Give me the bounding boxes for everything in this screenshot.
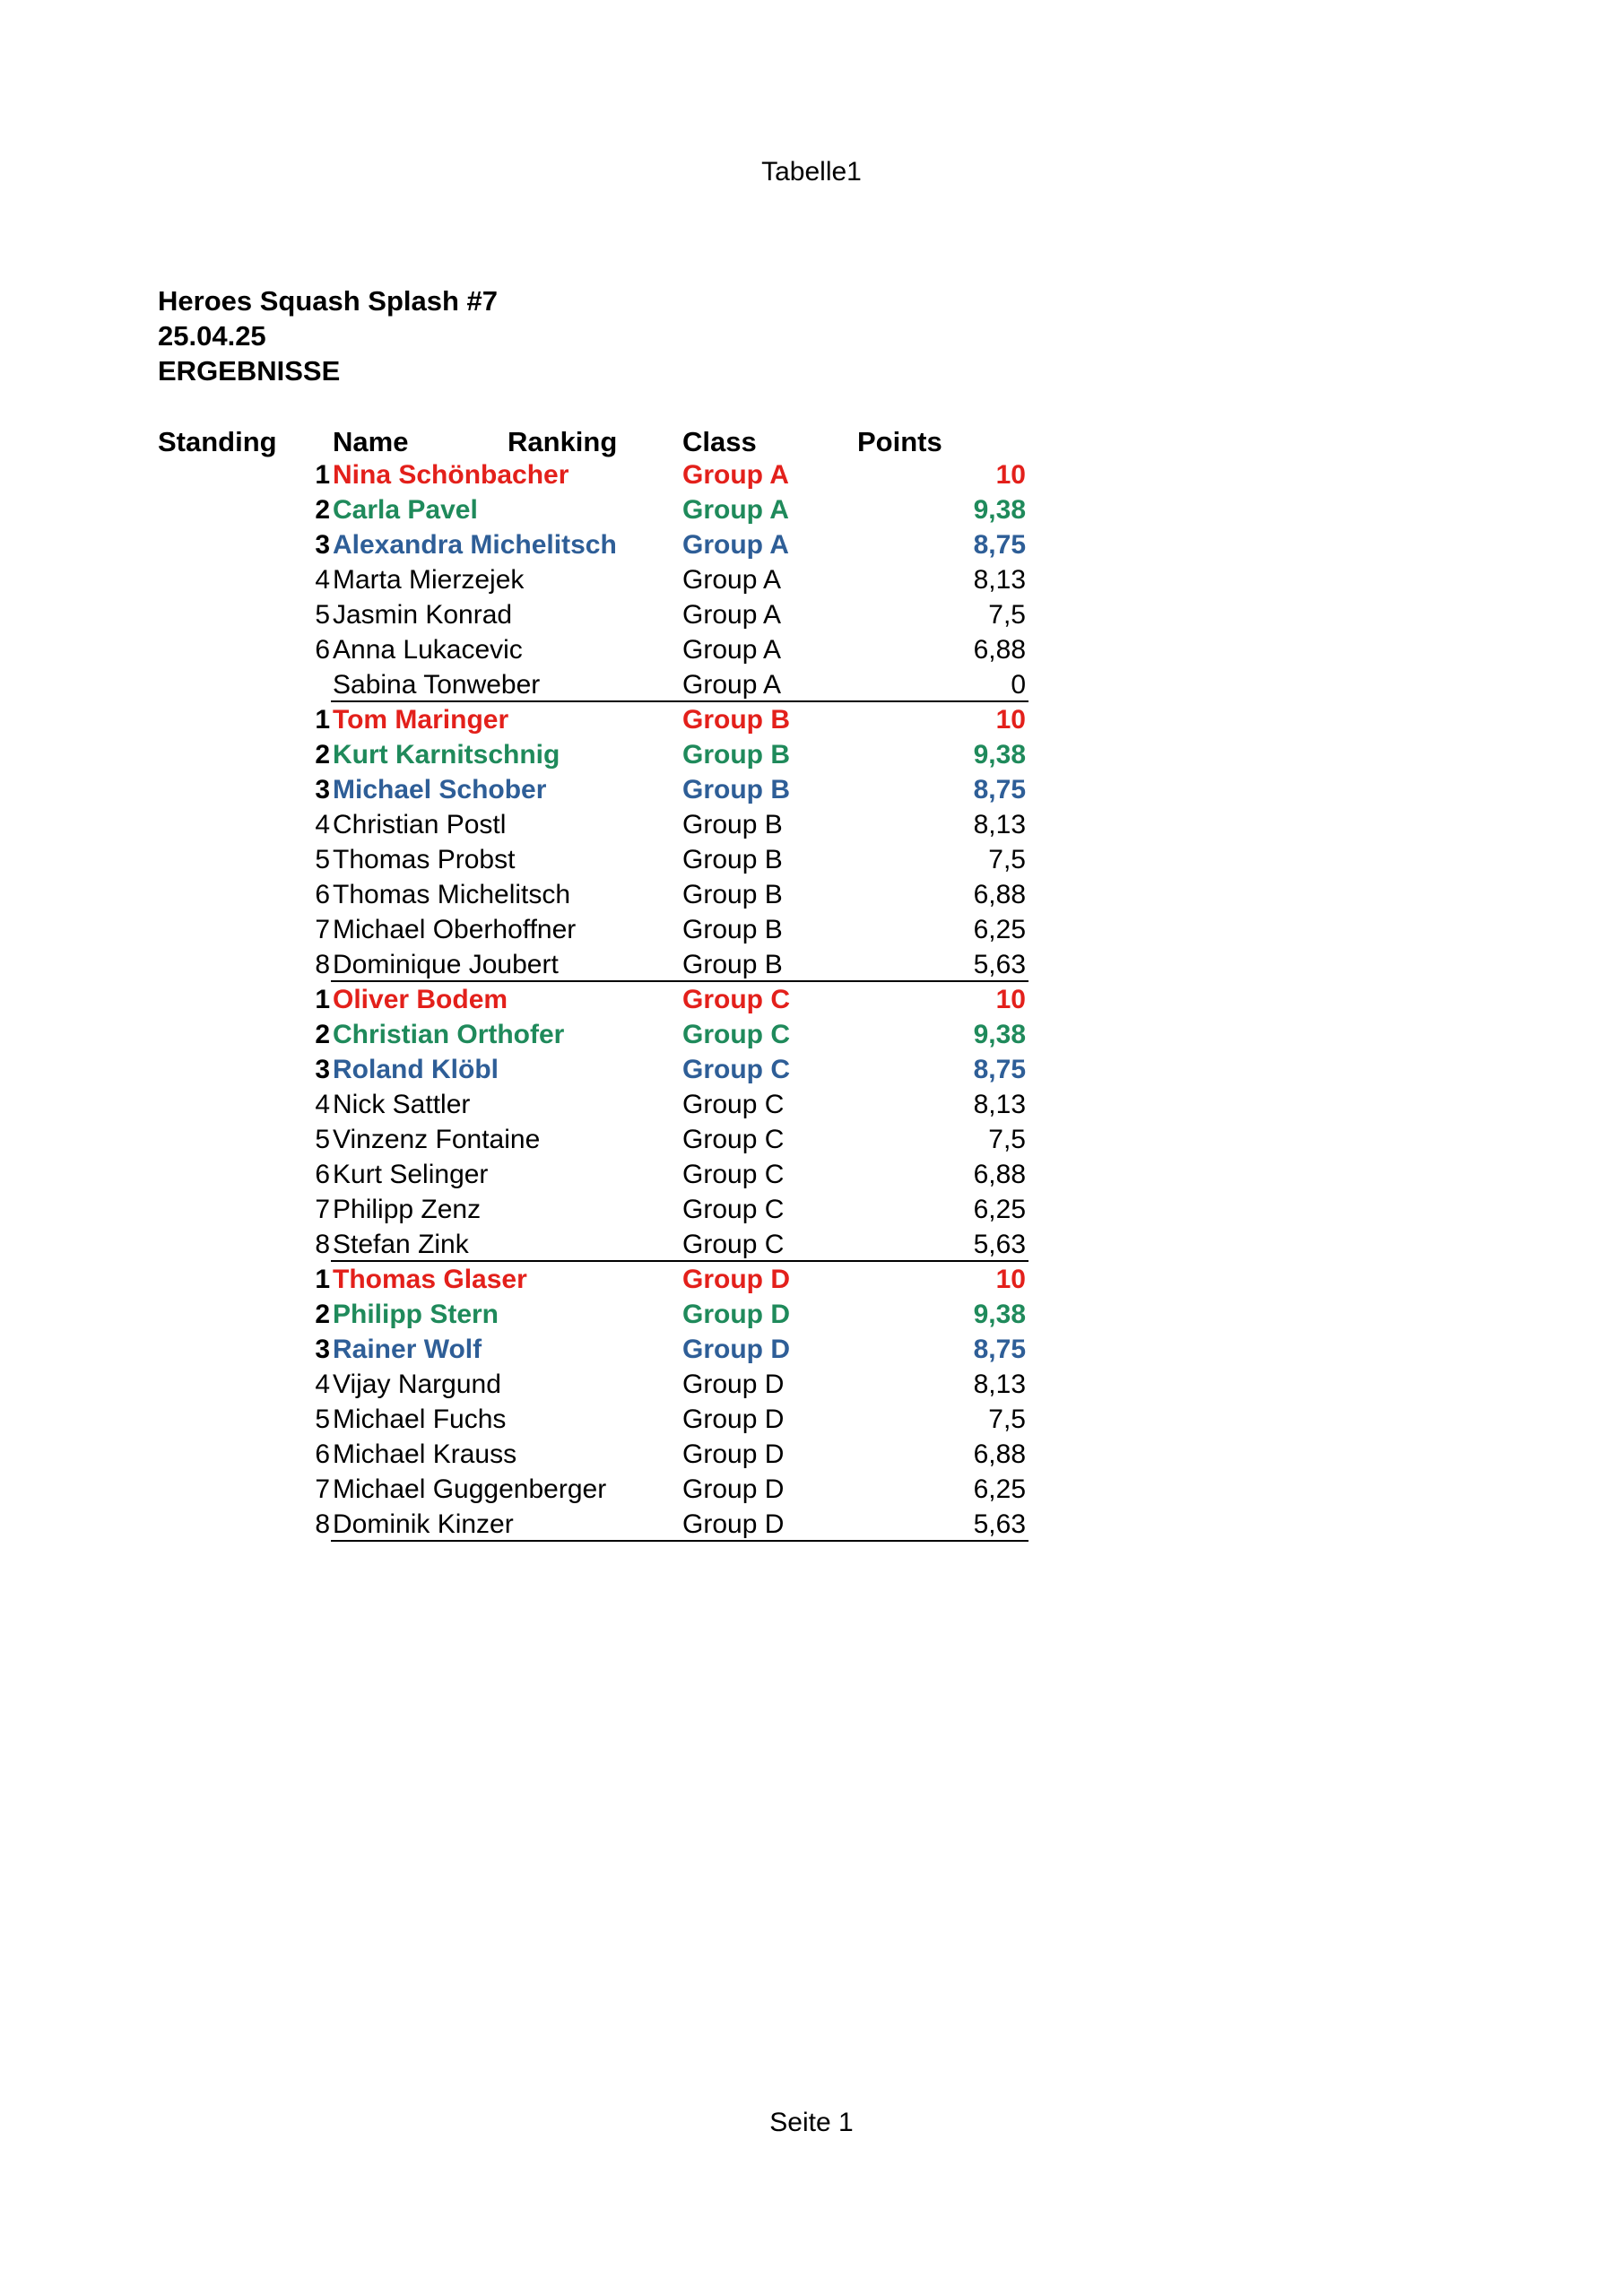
table-row: [0, 947, 1623, 982]
class-cell: Group B: [682, 740, 790, 770]
table-row: [0, 1332, 1623, 1367]
table-row: [0, 597, 1623, 632]
points-cell: 8,13: [973, 1370, 1026, 1399]
name-cell: Michael Schober: [333, 775, 547, 804]
points-cell: 9,38: [973, 1020, 1026, 1049]
points-cell: 5,63: [973, 1509, 1026, 1539]
table-row: [0, 527, 1623, 562]
name-cell: Anna Lukacevic: [333, 635, 523, 665]
class-cell: Group A: [682, 600, 782, 630]
standing-cell: 3: [315, 530, 330, 560]
standing-cell: 6: [315, 1160, 330, 1189]
points-cell: 6,25: [973, 1474, 1026, 1504]
table-row: [0, 1367, 1623, 1402]
name-cell: Kurt Selinger: [333, 1160, 489, 1189]
class-cell: Group D: [682, 1370, 785, 1399]
table-row: [0, 562, 1623, 597]
points-cell: 9,38: [973, 1300, 1026, 1329]
points-cell: 6,88: [973, 1160, 1026, 1189]
table-row: [0, 1122, 1623, 1157]
points-cell: 10: [995, 985, 1026, 1014]
table-row: [0, 807, 1623, 842]
standing-cell: 3: [315, 1335, 330, 1364]
table-row: [0, 492, 1623, 527]
standing-cell: 4: [315, 565, 330, 595]
points-cell: 10: [995, 1265, 1026, 1294]
name-cell: Rainer Wolf: [333, 1335, 482, 1364]
class-cell: Group D: [682, 1265, 790, 1294]
class-cell: Group D: [682, 1300, 790, 1329]
standing-cell: 4: [315, 1370, 330, 1399]
points-cell: 6,88: [973, 635, 1026, 665]
class-cell: Group A: [682, 460, 789, 490]
event-title: Heroes Squash Splash #7: [158, 285, 499, 317]
points-cell: 5,63: [973, 1230, 1026, 1259]
table-row: [0, 1437, 1623, 1472]
class-cell: Group B: [682, 880, 783, 909]
standing-cell: 8: [315, 1230, 330, 1259]
table-row: [0, 667, 1623, 702]
points-cell: 7,5: [988, 1125, 1026, 1154]
name-cell: Philipp Zenz: [333, 1195, 482, 1224]
sheet-title: Tabelle1: [761, 157, 862, 187]
name-cell: Jasmin Konrad: [333, 600, 513, 630]
class-cell: Group C: [682, 1055, 790, 1084]
class-cell: Group D: [682, 1335, 790, 1364]
class-cell: Group B: [682, 950, 783, 979]
name-cell: Alexandra Michelitsch: [333, 530, 617, 560]
standing-cell: 2: [315, 1020, 330, 1049]
standing-cell: 2: [315, 740, 330, 770]
table-row: [0, 772, 1623, 807]
table-row: [0, 702, 1623, 737]
table-row: [0, 1157, 1623, 1192]
points-cell: 8,75: [973, 775, 1026, 804]
standing-cell: 1: [315, 705, 330, 735]
name-cell: Kurt Karnitschnig: [333, 740, 560, 770]
table-row: [0, 842, 1623, 877]
name-cell: Michael Fuchs: [333, 1405, 507, 1434]
points-cell: 8,75: [973, 530, 1026, 560]
class-cell: Group B: [682, 915, 783, 944]
column-header-standing: Standing: [158, 426, 277, 457]
table-row: [0, 1052, 1623, 1087]
class-cell: Group C: [682, 1230, 785, 1259]
class-cell: Group C: [682, 1020, 790, 1049]
standing-cell: 4: [315, 1090, 330, 1119]
standing-cell: 1: [315, 460, 330, 490]
points-cell: 7,5: [988, 600, 1026, 630]
class-cell: Group B: [682, 705, 790, 735]
table-row: [0, 1402, 1623, 1437]
standing-cell: 5: [315, 1405, 330, 1434]
class-cell: Group A: [682, 530, 789, 560]
points-cell: 7,5: [988, 1405, 1026, 1434]
standing-cell: 1: [315, 985, 330, 1014]
name-cell: Philipp Stern: [333, 1300, 499, 1329]
points-cell: 8,13: [973, 810, 1026, 839]
table-row: [0, 632, 1623, 667]
table-row: [0, 877, 1623, 912]
name-cell: Vinzenz Fontaine: [333, 1125, 541, 1154]
standing-cell: 1: [315, 1265, 330, 1294]
name-cell: Michael Krauss: [333, 1439, 517, 1469]
class-cell: Group A: [682, 670, 782, 700]
name-cell: Nina Schönbacher: [333, 460, 569, 490]
column-header-ranking: Ranking: [508, 426, 618, 457]
points-cell: 8,13: [973, 1090, 1026, 1119]
points-cell: 6,88: [973, 880, 1026, 909]
name-cell: Sabina Tonweber: [333, 670, 541, 700]
column-header-points: Points: [857, 426, 942, 457]
table-row: [0, 1507, 1623, 1542]
table-row: [0, 1017, 1623, 1052]
name-cell: Nick Sattler: [333, 1090, 471, 1119]
standing-cell: 6: [315, 635, 330, 665]
standing-cell: 7: [315, 915, 330, 944]
table-row: [0, 1087, 1623, 1122]
class-cell: Group C: [682, 1160, 785, 1189]
name-cell: Tom Maringer: [333, 705, 509, 735]
standing-cell: 6: [315, 880, 330, 909]
name-cell: Dominik Kinzer: [333, 1509, 514, 1539]
page-footer: Seite 1: [769, 2108, 854, 2137]
class-cell: Group A: [682, 495, 789, 525]
class-cell: Group B: [682, 845, 783, 874]
points-cell: 10: [995, 460, 1026, 490]
name-cell: Thomas Probst: [333, 845, 516, 874]
points-cell: 9,38: [973, 740, 1026, 770]
standing-cell: 2: [315, 1300, 330, 1329]
name-cell: Christian Postl: [333, 810, 507, 839]
points-cell: 9,38: [973, 495, 1026, 525]
standing-cell: 5: [315, 1125, 330, 1154]
name-cell: Dominique Joubert: [333, 950, 559, 979]
points-cell: 6,88: [973, 1439, 1026, 1469]
standing-cell: 6: [315, 1439, 330, 1469]
column-header-class: Class: [682, 426, 757, 457]
event-date: 25.04.25: [158, 320, 266, 352]
name-cell: Michael Oberhoffner: [333, 915, 577, 944]
name-cell: Christian Orthofer: [333, 1020, 565, 1049]
standing-cell: 5: [315, 600, 330, 630]
class-cell: Group D: [682, 1439, 785, 1469]
class-cell: Group C: [682, 985, 790, 1014]
points-cell: 10: [995, 705, 1026, 735]
table-row: [0, 912, 1623, 947]
table-row: [0, 1227, 1623, 1262]
standing-cell: 3: [315, 1055, 330, 1084]
points-cell: 8,13: [973, 565, 1026, 595]
standing-cell: 7: [315, 1195, 330, 1224]
table-row: [0, 982, 1623, 1017]
class-cell: Group D: [682, 1509, 785, 1539]
standing-cell: 2: [315, 495, 330, 525]
name-cell: Oliver Bodem: [333, 985, 508, 1014]
standing-cell: 8: [315, 950, 330, 979]
class-cell: Group A: [682, 565, 782, 595]
column-header-name: Name: [333, 426, 409, 457]
class-cell: Group B: [682, 810, 783, 839]
results-table: [0, 457, 1623, 1542]
class-cell: Group C: [682, 1195, 785, 1224]
points-cell: 8,75: [973, 1335, 1026, 1364]
name-cell: Thomas Glaser: [333, 1265, 527, 1294]
points-cell: 7,5: [988, 845, 1026, 874]
table-row: [0, 457, 1623, 492]
points-cell: 8,75: [973, 1055, 1026, 1084]
standing-cell: 5: [315, 845, 330, 874]
results-heading: ERGEBNISSE: [158, 355, 341, 387]
name-cell: Roland Klöbl: [333, 1055, 499, 1084]
name-cell: Thomas Michelitsch: [333, 880, 571, 909]
table-row: [0, 1297, 1623, 1332]
points-cell: 6,25: [973, 1195, 1026, 1224]
class-cell: Group A: [682, 635, 782, 665]
points-cell: 6,25: [973, 915, 1026, 944]
standing-cell: 7: [315, 1474, 330, 1504]
class-cell: Group C: [682, 1125, 785, 1154]
points-cell: 0: [1011, 670, 1026, 700]
table-row: [0, 1472, 1623, 1507]
class-cell: Group B: [682, 775, 790, 804]
name-cell: Marta Mierzejek: [333, 565, 525, 595]
name-cell: Michael Guggenberger: [333, 1474, 607, 1504]
table-row: [0, 1262, 1623, 1297]
standing-cell: 4: [315, 810, 330, 839]
table-row: [0, 1192, 1623, 1227]
class-cell: Group D: [682, 1405, 785, 1434]
points-cell: 5,63: [973, 950, 1026, 979]
table-row: [0, 737, 1623, 772]
class-cell: Group C: [682, 1090, 785, 1119]
name-cell: Carla Pavel: [333, 495, 478, 525]
standing-cell: 8: [315, 1509, 330, 1539]
name-cell: Stefan Zink: [333, 1230, 469, 1259]
standing-cell: 3: [315, 775, 330, 804]
class-cell: Group D: [682, 1474, 785, 1504]
name-cell: Vijay Nargund: [333, 1370, 501, 1399]
